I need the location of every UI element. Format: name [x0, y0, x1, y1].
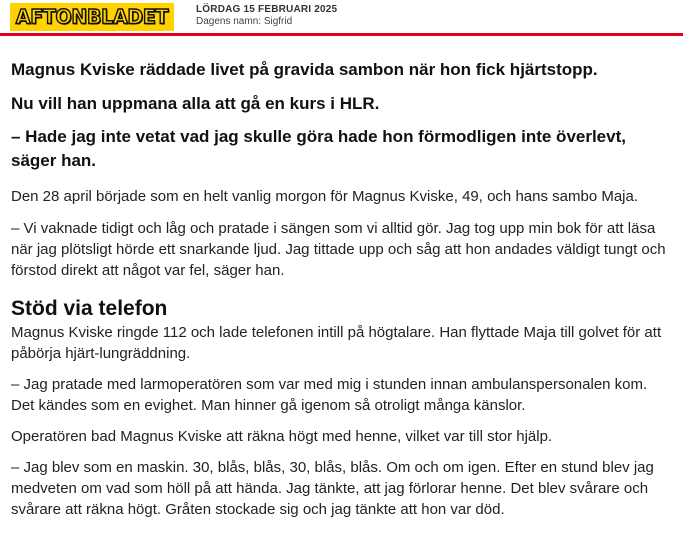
name-of-the-day: Dagens namn: Sigfrid — [196, 16, 293, 27]
article-lead: Magnus Kviske räddade livet på gravida sambon när hon fick hjärtstopp. — [11, 60, 598, 79]
article-paragraph: Operatören bad Magnus Kviske att räkna högt med henne, vilket var till stor hjälp. — [11, 428, 553, 445]
article-paragraph: – Jag blev som en maskin. 30, blås, blås, 30, blås, blås. Om och om igen. Efter en stund blev jag medveten om vad som höll på att hända. Jag tänkte, att jag förlorar henne. Det blev svårare och svårare att räkna högt. Gråten stockade sig och jag tänkte att hon var död. — [11, 459, 654, 518]
date-block — [196, 4, 337, 28]
article-subheading: Stöd via telefon — [11, 297, 168, 320]
article-paragraph: Den 28 april började som en helt vanlig morgon för Magnus Kviske, 49, och hans sambo Maja. — [11, 188, 639, 205]
article-lead-quote: – Hade jag inte vetat vad jag skulle göra hade hon förmodligen inte överlevt, säger han. — [11, 127, 626, 170]
logo-wordmark: AFTONBLADET — [15, 4, 169, 29]
article-lead: Nu vill han uppmana alla att gå en kurs i HLR. — [11, 94, 380, 113]
article-body — [0, 36, 683, 520]
aftonbladet-logo[interactable] — [10, 3, 174, 31]
article-paragraph: Magnus Kviske ringde 112 och lade telefonen intill på högtalare. Han flyttade Maja till golvet för att påbörja hjärt-lungräddning. — [11, 324, 662, 362]
current-date: LÖRDAG 15 FEBRUARI 2025 — [196, 4, 338, 15]
article-paragraph: – Vi vaknade tidigt och låg och pratade i sängen som vi alltid gör. Jag tog upp min bok för att läsa när jag plötsligt hörde ett snarkande ljud. Jag tittade upp och såg att hon andades väldigt tungt och förstod direkt att något var fel, säger han. — [11, 220, 666, 279]
site-header — [0, 0, 683, 36]
article-paragraph: – Jag pratade med larmoperatören som var med mig i stunden innan ambulanspersonalen kom. Det kändes som en evighet. Man hinner gå igenom så otroligt många känslor. — [11, 376, 648, 414]
